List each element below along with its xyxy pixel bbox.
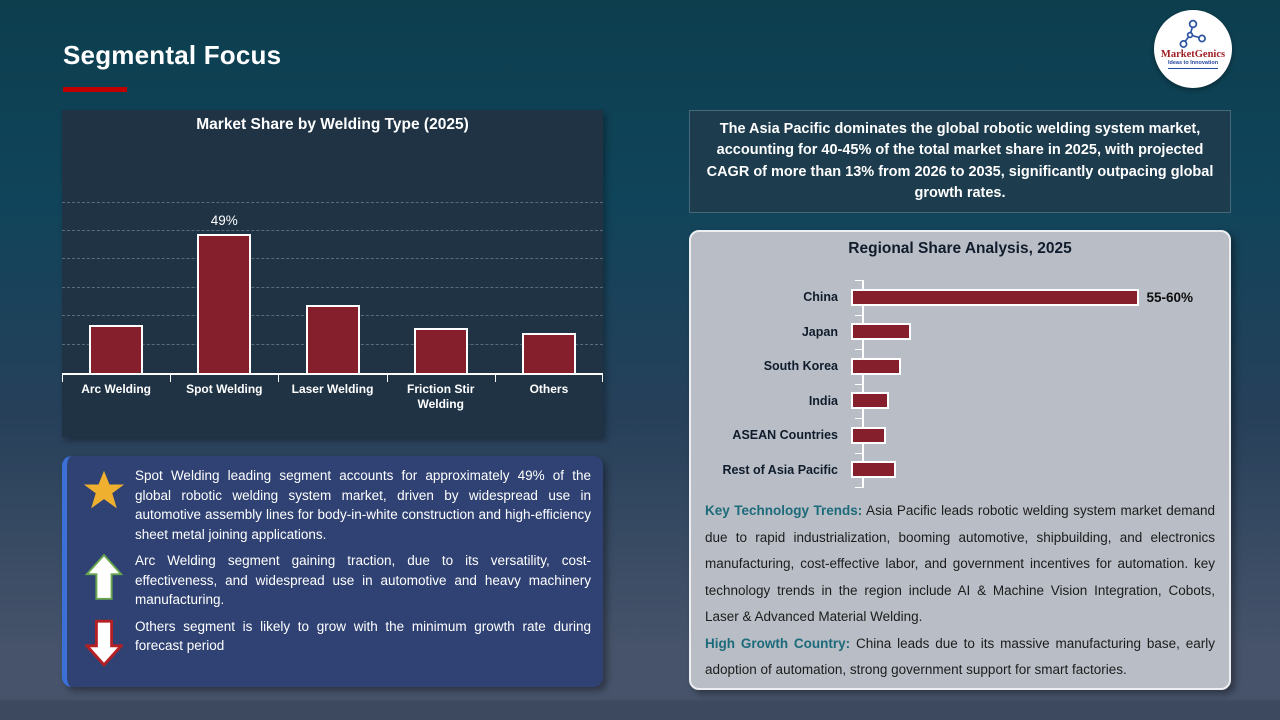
marketgenics-logo	[1154, 10, 1232, 88]
asia-pacific-note-text: The Asia Pacific dominates the global robotic welding system market, accounting for 40-45% of the total market share in 2025, with projected CAGR of more than 13% from 2026 to 2035, significantly outpacing global growth rates.	[706, 120, 1214, 201]
regional-analysis-panel	[689, 230, 1231, 690]
category-label: Arc Welding	[81, 382, 151, 396]
category-label: Laser Welding	[291, 382, 374, 396]
regional-row-india	[691, 384, 1229, 419]
bar-japan	[851, 323, 911, 340]
insight-row	[73, 466, 591, 544]
asia-pacific-note	[689, 110, 1231, 213]
logo-tagline: Ideas to Innovation	[1168, 60, 1218, 69]
growth-text: China leads due to its massive manufacturing base, early adoption of automation, strong government support for smart factories.	[705, 635, 1216, 677]
region-label: ASEAN Countries	[732, 428, 838, 443]
axis-tick	[855, 280, 862, 281]
welding-chart-plot	[62, 140, 603, 375]
axis-tick	[62, 373, 63, 382]
axis-tick	[855, 487, 862, 488]
star-icon	[73, 466, 135, 512]
insight-text: Spot Welding leading segment accounts for approximately 49% of the global robotic welding system market, driven by widespread use in automotive assembly lines for body-in-white construction and high-efficiency sheet metal joining applications.	[135, 468, 591, 542]
high-growth-country-paragraph	[705, 631, 1215, 684]
region-label: Japan	[801, 324, 838, 339]
bar-value-label: 55-60%	[1146, 289, 1194, 305]
axis-tick	[855, 453, 862, 454]
welding-share-chart	[62, 110, 603, 437]
page-title: Segmental Focus	[63, 40, 282, 70]
regional-commentary	[705, 498, 1215, 684]
regional-chart-title: Regional Share Analysis, 2025	[848, 240, 1072, 257]
logo-name: MarketGenics	[1160, 49, 1226, 60]
bar-spot-welding	[197, 234, 251, 373]
bar-arc-welding	[89, 325, 143, 373]
category-label: Spot Welding	[186, 382, 263, 396]
region-label: Rest of Asia Pacific	[722, 462, 838, 477]
category-label: Friction Stir Welding	[407, 382, 475, 411]
welding-chart-title: Market Share by Welding Type (2025)	[196, 116, 469, 133]
axis-tick	[495, 373, 496, 382]
regional-row-asean-countries	[691, 418, 1229, 453]
axis-tick	[170, 373, 171, 382]
key-technology-trends-paragraph	[705, 498, 1215, 631]
bar-value-label: 49%	[210, 212, 238, 228]
axis-tick	[855, 349, 862, 350]
molecule-icon	[1176, 19, 1210, 49]
insight-row	[73, 617, 591, 667]
trends-label: Key Technology Trends:	[705, 503, 863, 518]
insight-text: Arc Welding segment gaining traction, due to its versatility, cost-effectiveness, and widespread use in automotive and heavy machinery manufacturing.	[135, 553, 591, 607]
regional-row-rest-of-asia-pacific	[691, 453, 1229, 488]
region-label: China	[803, 290, 838, 305]
category-label: Others	[529, 382, 569, 396]
growth-label: High Growth Country:	[705, 635, 851, 651]
bar-china	[851, 289, 1139, 306]
bar-south-korea	[851, 358, 901, 375]
up-arrow-icon	[73, 551, 135, 601]
regional-row-china	[691, 280, 1229, 315]
axis-tick	[278, 373, 279, 382]
axis-tick	[855, 384, 862, 385]
region-label: India	[808, 393, 838, 408]
gridline	[62, 287, 603, 288]
bar-friction-stir-welding	[414, 328, 468, 373]
bar-laser-welding	[306, 305, 360, 373]
title-underline	[63, 87, 127, 92]
insight-row	[73, 551, 591, 610]
welding-chart-categories	[62, 382, 603, 412]
bar-others	[522, 333, 576, 373]
bar-asean-countries	[851, 427, 886, 444]
regional-row-japan	[691, 315, 1229, 350]
down-arrow-icon	[73, 617, 135, 667]
gridline	[62, 230, 603, 231]
trends-text: Asia Pacific leads robotic welding system market demand due to rapid industrialization, booming automotive, shipbuilding, and electronics manufacturing, cost-effective labor, and government incentives for automation. key technology trends in the region include AI & Machine Vision Integration, Cobots, Laser & Advanced Material Welding.	[705, 503, 1216, 624]
bar-india	[851, 392, 889, 409]
axis-tick	[387, 373, 388, 382]
region-label: South Korea	[763, 359, 838, 374]
gridline	[62, 202, 603, 203]
axis-tick	[855, 315, 862, 316]
gridline	[62, 258, 603, 259]
regional-row-south-korea	[691, 349, 1229, 384]
axis-tick	[855, 418, 862, 419]
segment-insights-panel	[62, 456, 603, 687]
insight-text: Others segment is likely to grow with the minimum growth rate during forecast period	[135, 618, 591, 653]
regional-share-chart	[691, 278, 1229, 490]
axis-tick	[602, 373, 603, 382]
bar-rest-of-asia-pacific	[851, 461, 896, 478]
